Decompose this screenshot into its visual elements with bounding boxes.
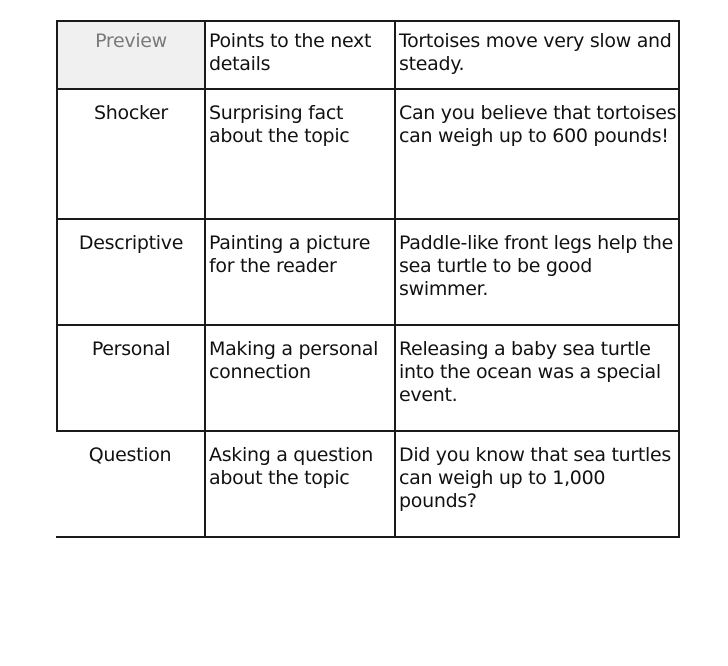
example-cell: Tortoises move very slow and steady. xyxy=(394,22,680,88)
table-row xyxy=(56,432,680,538)
lead-type-cell: Preview xyxy=(56,22,204,88)
purpose-cell: Surprising fact about the topic xyxy=(204,90,394,218)
lead-type-cell: Personal xyxy=(56,326,204,430)
example-cell: Paddle-like front legs help the sea turtle to be good swimmer. xyxy=(394,220,680,324)
example-cell: Releasing a baby sea turtle into the ocean was a special event. xyxy=(394,326,680,430)
lead-type-cell: Shocker xyxy=(56,90,204,218)
table-row xyxy=(56,326,680,432)
lead-type-cell: Descriptive xyxy=(56,220,204,324)
purpose-cell: Points to the next details xyxy=(204,22,394,88)
example-cell: Did you know that sea turtles can weigh up to 1,000 pounds? xyxy=(394,432,680,536)
lead-types-table xyxy=(56,20,680,538)
purpose-cell: Asking a question about the topic xyxy=(204,432,394,536)
table-row xyxy=(56,220,680,326)
example-cell: Can you believe that tortoises can weigh up to 600 pounds! xyxy=(394,90,680,218)
purpose-cell: Painting a picture for the reader xyxy=(204,220,394,324)
lead-type-cell: Question xyxy=(88,444,172,466)
purpose-cell: Making a personal connection xyxy=(204,326,394,430)
table-row xyxy=(56,90,680,220)
table-row xyxy=(56,20,680,90)
